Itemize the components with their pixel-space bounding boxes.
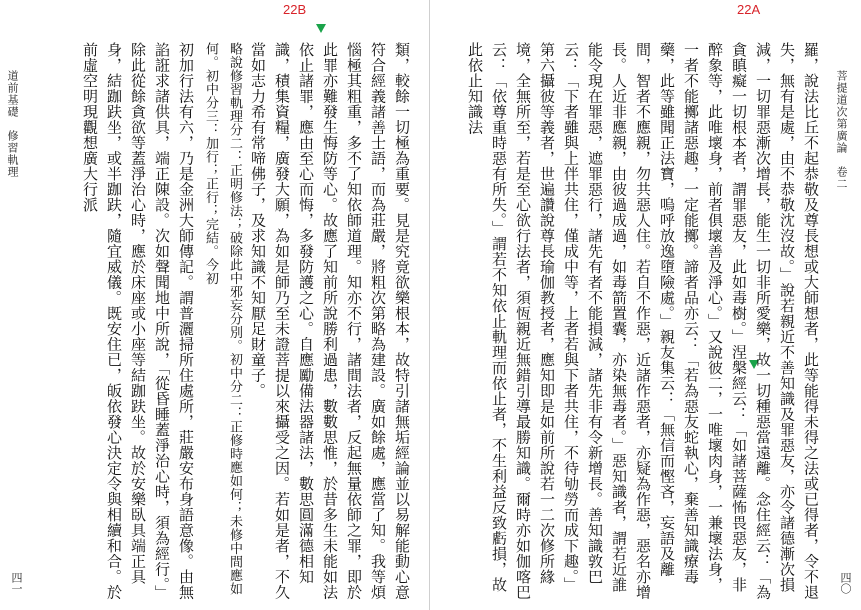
left-page — [0, 0, 430, 610]
right-body-paragraph-2: 第六攝彼等義者，世遍讚說尊長瑜伽教授者，應知即是如前所說若一二次修所緣境，全無所至，若是至心欲行法者，須恆親近無錯引導最勝知識。爾時亦如伽喀巴云：「依尊重時惡有所失。」謂若不知依止軌理而依止者，不生利益反致虧損，故此依止知識法 — [466, 42, 556, 600]
right-body-paragraph-1: 羅，說法比丘不起恭敬及尊長想或大師想者，此等能得未得之法或已得者，令不退失，無有是處，由不恭敬沈沒故。」說若親近不善知識及罪惡友，亦令諸德漸次損減，一切罪惡漸次增長，能生一切非所愛樂，故一切種惡當遠離。念住經云：「為貪瞋癡一切根本者，謂罪惡友，此如毒樹。」涅槃經云：「如諸菩薩怖畏惡友，非醉象等，此唯壞身，前者俱壞善及淨心。」又說彼二，一唯壞肉身，一兼壞法身，一者不能擲諸惡趣，一定能擲。諦者品亦云：「若為惡友蛇執心，棄善知識療毒藥，此等雖聞正法寶，嗚呼放逸墮險處。」親友集云：「無信而慳吝，妄語及離間，智者不應親，勿共惡人住。若自不作惡，近諸作惡者，亦疑為作惡，惡名亦增長。人近非應親，由彼過成過，如毒箭置囊，亦染無毒者。」惡知識者，謂若近誰能令現在罪惡，遮罪惡行，諸先有者不能損減，諸先非有令新增長。善知識敦巴云：「下者雖與上伴共住，僅成中等，上者若與下者共住，不待劬勞而成下趣。」 — [562, 42, 820, 600]
left-page-header: 道前基礎 修習軌理 — [6, 70, 19, 178]
page-marker-22b: 22B — [283, 2, 307, 17]
page-marker-22a: 22A — [737, 2, 761, 17]
right-page-number: 四〇 — [839, 572, 852, 594]
right-page-header: 菩提道次第廣論 卷二 — [835, 70, 848, 190]
right-page-body — [445, 42, 823, 602]
left-outline-note: 略說修習軌理分二：正明修法；破除此中邪妄分別。初中分二：正修時應如何；未修中間應如何。初中分三：加行；正行；完結。今初 — [203, 42, 242, 596]
left-body-paragraph-2: 初加行法有六，乃是金洲大師傳記。謂普灑掃所住處所，莊嚴安布身語意像。由無諂誑求諸供具，端正陳設。次如聲聞地中所說，「從昏睡蓋淨治心時，須為經行。」除此從餘貪欲等蓋淨治心時，應於床座或小座等結跏趺坐。故於安樂臥具端正具身，結跏趺坐，或半跏趺，隨宜威儀。既安住已，皈依發心決定令與相續和合。於前虛空明現觀想廣大行派 — [81, 42, 195, 601]
page-gutter — [429, 0, 430, 610]
left-page-number: 四一 — [10, 572, 23, 594]
left-page-body — [34, 42, 414, 602]
left-body-paragraph-1: 類，較餘一切極為重要。見是究竟欲樂根本，故特引諸無垢經論並以易解能動心意符合經義諸善士語，而為莊嚴，將粗次第略為建設。廣如餘處，應當了知。我等煩惱極其粗重，多不了知依師道理。知亦不行，諸間法者，反起無量依師之罪，即於此罪亦難發生悔防等心。故應了知前所說勝利過患，數數思惟，於昔多生未能如法依止諸罪，應由至心而悔，多發防護之心。自應勵備法器諸法，數思圓滿德相知識，積集資糧，廣發大願，為如是師乃至未證菩提以來攝受之因。若如是者，不久當如志力希有常啼佛子，及求知識不知厭足財童子。 — [249, 42, 411, 600]
green-triangle-marker-icon — [316, 24, 326, 33]
right-page — [431, 0, 861, 610]
